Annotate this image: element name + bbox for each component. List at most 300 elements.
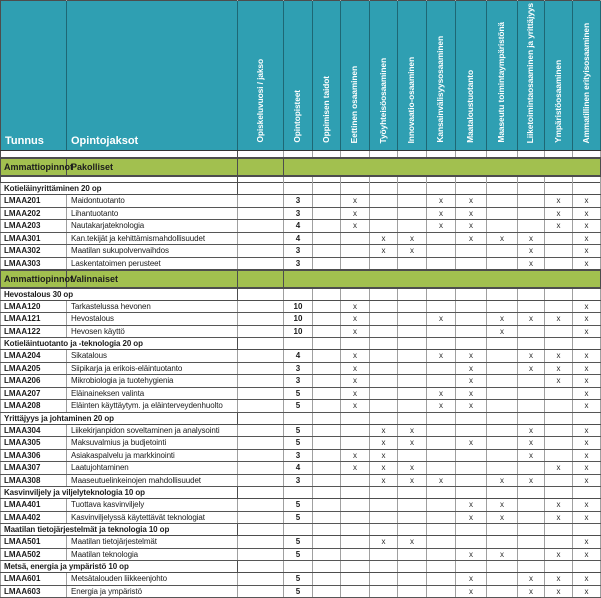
empty-mark-cell — [370, 487, 398, 499]
empty-mark-cell — [427, 183, 456, 195]
competence-mark-cell — [545, 400, 573, 413]
competence-mark-cell — [370, 300, 398, 313]
competence-mark-cell: x — [456, 437, 487, 450]
competence-mark-cell — [313, 195, 341, 208]
empty-mark-cell — [487, 412, 518, 424]
competence-mark-cell: x — [370, 474, 398, 487]
competence-mark-cell: x — [573, 424, 601, 437]
group-label-cell: Pakolliset — [67, 158, 238, 176]
competence-mark-cell: x — [456, 375, 487, 388]
competence-mark-cell: x — [427, 207, 456, 220]
competence-mark-cell — [545, 325, 573, 338]
empty-mark-cell — [545, 524, 573, 536]
section-row — [1, 524, 601, 536]
competence-mark-cell — [487, 300, 518, 313]
competence-mark-cell — [370, 325, 398, 338]
competence-mark-cell: x — [487, 474, 518, 487]
competence-mark-cell: x — [456, 220, 487, 233]
course-code-cell: LMAA302 — [1, 245, 67, 258]
empty-mark-cell — [370, 288, 398, 300]
competence-mark-cell: x — [545, 573, 573, 586]
empty-mark-cell — [427, 412, 456, 424]
empty-year-cell — [238, 524, 284, 536]
empty-mark-cell — [573, 338, 601, 350]
competence-mark-cell — [370, 511, 398, 524]
rotated-label: Työyhteisöosaaminen — [377, 57, 388, 143]
empty-mark-cell — [456, 151, 487, 158]
competence-mark-cell — [487, 536, 518, 549]
empty-mark-cell — [573, 288, 601, 300]
course-year-cell — [238, 387, 284, 400]
competence-mark-cell: x — [573, 362, 601, 375]
course-name-cell: Sikatalous — [67, 350, 238, 363]
competence-mark-cell — [398, 387, 427, 400]
group-span-cell — [284, 158, 601, 176]
competence-mark-cell — [370, 400, 398, 413]
rotated-label: Kansainvälisyysosaaminen — [435, 36, 446, 143]
course-credits-cell: 4 — [284, 462, 313, 475]
competence-mark-cell — [427, 585, 456, 598]
competence-mark-cell — [398, 195, 427, 208]
empty-mark-cell — [518, 412, 545, 424]
course-row — [1, 424, 601, 437]
competence-mark-cell: x — [341, 350, 370, 363]
competence-mark-cell — [487, 585, 518, 598]
course-code-cell: LMAA201 — [1, 195, 67, 208]
competence-mark-cell: x — [518, 437, 545, 450]
empty-mark-cell — [545, 288, 573, 300]
competence-mark-cell: x — [427, 400, 456, 413]
competence-mark-cell — [313, 474, 341, 487]
competence-mark-cell: x — [573, 257, 601, 270]
empty-mark-cell — [427, 151, 456, 158]
course-name-cell: Maksuvalmius ja budjetointi — [67, 437, 238, 450]
competence-mark-cell — [487, 207, 518, 220]
column-header-tyoyhteisoosaaminen — [370, 1, 398, 151]
empty-mark-cell — [487, 151, 518, 158]
competence-mark-cell — [398, 257, 427, 270]
course-credits-cell: 4 — [284, 220, 313, 233]
course-year-cell — [238, 573, 284, 586]
course-row — [1, 362, 601, 375]
competence-mark-cell: x — [370, 232, 398, 245]
rotated-label: Oppimisen taidot — [320, 76, 331, 143]
competence-mark-cell — [456, 462, 487, 475]
course-code-cell: LMAA121 — [1, 313, 67, 326]
empty-mark-cell — [398, 524, 427, 536]
competence-mark-cell: x — [456, 350, 487, 363]
competence-mark-cell: x — [545, 585, 573, 598]
course-year-cell — [238, 548, 284, 561]
course-code-cell: LMAA203 — [1, 220, 67, 233]
empty-year-cell — [238, 561, 284, 573]
competence-mark-cell — [370, 548, 398, 561]
course-code-cell: LMAA120 — [1, 300, 67, 313]
competence-mark-cell — [398, 325, 427, 338]
course-row — [1, 511, 601, 524]
competence-mark-cell: x — [573, 573, 601, 586]
course-code-cell: LMAA205 — [1, 362, 67, 375]
competence-mark-cell — [398, 573, 427, 586]
group-year-cell — [238, 270, 284, 288]
course-name-cell: Laskentatoimen perusteet — [67, 257, 238, 270]
course-credits-cell: 5 — [284, 573, 313, 586]
course-code-cell: LMAA208 — [1, 400, 67, 413]
course-row — [1, 400, 601, 413]
competence-mark-cell: x — [487, 548, 518, 561]
competence-mark-cell: x — [573, 195, 601, 208]
competence-mark-cell — [313, 437, 341, 450]
spacer-row — [1, 151, 601, 158]
competence-mark-cell — [487, 362, 518, 375]
competence-mark-cell — [313, 232, 341, 245]
course-code-cell: LMAA207 — [1, 387, 67, 400]
competence-mark-cell: x — [456, 573, 487, 586]
empty-credits-cell — [284, 561, 313, 573]
course-credits-cell: 3 — [284, 245, 313, 258]
course-row — [1, 245, 601, 258]
group-category-cell: Ammattiopinnot — [1, 158, 67, 176]
group-row — [1, 270, 601, 288]
competence-mark-cell — [370, 387, 398, 400]
empty-year-cell — [238, 487, 284, 499]
course-credits-cell: 5 — [284, 548, 313, 561]
competence-mark-cell — [545, 232, 573, 245]
competence-mark-cell: x — [518, 424, 545, 437]
empty-mark-cell — [370, 151, 398, 158]
empty-mark-cell — [398, 183, 427, 195]
competence-mark-cell: x — [487, 313, 518, 326]
competence-mark-cell: x — [370, 424, 398, 437]
competence-mark-cell — [545, 437, 573, 450]
competence-mark-cell — [398, 350, 427, 363]
competence-mark-cell — [456, 325, 487, 338]
empty-mark-cell — [341, 151, 370, 158]
competence-mark-cell: x — [573, 400, 601, 413]
course-row — [1, 195, 601, 208]
empty-year-cell — [238, 151, 284, 158]
competence-mark-cell: x — [573, 245, 601, 258]
course-credits-cell: 5 — [284, 424, 313, 437]
empty-credits-cell — [284, 176, 313, 183]
competence-mark-cell — [487, 195, 518, 208]
competence-mark-cell: x — [518, 362, 545, 375]
course-year-cell — [238, 400, 284, 413]
empty-mark-cell — [487, 561, 518, 573]
competence-mark-cell — [313, 300, 341, 313]
empty-mark-cell — [427, 288, 456, 300]
competence-mark-cell — [545, 536, 573, 549]
competence-mark-cell: x — [545, 375, 573, 388]
competence-mark-cell — [518, 375, 545, 388]
competence-mark-cell: x — [487, 325, 518, 338]
competence-mark-cell — [518, 548, 545, 561]
competence-mark-cell — [545, 245, 573, 258]
competence-mark-cell — [313, 449, 341, 462]
rotated-label: Ympäristöosaaminen — [552, 60, 563, 143]
competence-mark-cell — [487, 257, 518, 270]
rotated-label: Ammatillinen erityisosaaminen — [580, 22, 591, 143]
course-credits-cell: 5 — [284, 387, 313, 400]
empty-mark-cell — [341, 524, 370, 536]
empty-mark-cell — [398, 176, 427, 183]
course-row — [1, 232, 601, 245]
course-row — [1, 499, 601, 512]
column-header-opintojaksot: Opintojaksot — [67, 1, 238, 151]
competence-mark-cell — [398, 207, 427, 220]
competence-mark-cell — [370, 313, 398, 326]
competence-mark-cell: x — [341, 313, 370, 326]
course-name-cell: Siipikarja ja erikois-eläintuotanto — [67, 362, 238, 375]
empty-mark-cell — [398, 561, 427, 573]
competence-mark-cell — [370, 499, 398, 512]
competence-mark-cell: x — [545, 207, 573, 220]
course-credits-cell: 10 — [284, 325, 313, 338]
course-year-cell — [238, 257, 284, 270]
section-row — [1, 561, 601, 573]
competence-mark-cell: x — [398, 424, 427, 437]
empty-mark-cell — [487, 524, 518, 536]
competence-mark-cell — [370, 573, 398, 586]
rotated-label: Maaseutu toimintaympäristönä — [496, 22, 507, 143]
empty-mark-cell — [341, 288, 370, 300]
competence-mark-cell: x — [573, 207, 601, 220]
course-credits-cell: 3 — [284, 375, 313, 388]
competence-mark-cell — [456, 313, 487, 326]
course-credits-cell: 3 — [284, 207, 313, 220]
competence-mark-cell — [370, 362, 398, 375]
competence-mark-cell — [341, 499, 370, 512]
rotated-label: Opiskeluvuosi / jakso — [254, 59, 265, 143]
competence-mark-cell: x — [545, 195, 573, 208]
course-name-cell: Nautakarjateknologia — [67, 220, 238, 233]
competence-mark-cell — [313, 350, 341, 363]
competence-mark-cell: x — [518, 313, 545, 326]
column-header-maaseutu-toimintaymparistona — [487, 1, 518, 151]
competence-mark-cell — [518, 325, 545, 338]
column-header-innovaatio-osaaminen — [398, 1, 427, 151]
competence-mark-cell: x — [573, 300, 601, 313]
competence-mark-cell: x — [370, 245, 398, 258]
competence-mark-cell — [370, 350, 398, 363]
section-title-cell: Yrittäjyys ja johtaminen 20 op — [1, 412, 238, 424]
course-credits-cell: 5 — [284, 511, 313, 524]
course-name-cell: Maaseutuelinkeinojen mahdollisuudet — [67, 474, 238, 487]
section-title-cell: Kotieläinyrittäminen 20 op — [1, 183, 238, 195]
course-row — [1, 350, 601, 363]
course-row — [1, 548, 601, 561]
empty-mark-cell — [370, 176, 398, 183]
empty-mark-cell — [370, 412, 398, 424]
course-name-cell: Liikekirjanpidon soveltaminen ja analysointi — [67, 424, 238, 437]
competence-mark-cell: x — [573, 232, 601, 245]
competence-mark-cell — [341, 585, 370, 598]
competence-mark-cell: x — [456, 195, 487, 208]
course-name-cell: Hevosen käyttö — [67, 325, 238, 338]
course-year-cell — [238, 313, 284, 326]
empty-mark-cell — [398, 338, 427, 350]
course-year-cell — [238, 195, 284, 208]
course-name-cell: Mikrobiologia ja tuotehygienia — [67, 375, 238, 388]
empty-mark-cell — [341, 338, 370, 350]
empty-credits-cell — [284, 338, 313, 350]
empty-mark-cell — [573, 183, 601, 195]
competence-mark-cell: x — [573, 437, 601, 450]
competence-mark-cell — [545, 300, 573, 313]
empty-mark-cell — [313, 176, 341, 183]
competence-mark-cell — [341, 511, 370, 524]
course-row — [1, 313, 601, 326]
competence-mark-cell — [341, 424, 370, 437]
header-row — [1, 1, 601, 151]
course-name-cell: Tuottava kasvinviljely — [67, 499, 238, 512]
competence-mark-cell — [313, 257, 341, 270]
empty-mark-cell — [427, 176, 456, 183]
empty-mark-cell — [545, 176, 573, 183]
spacer-row — [1, 176, 601, 183]
competence-mark-cell: x — [456, 499, 487, 512]
empty-credits-cell — [284, 288, 313, 300]
competence-mark-cell — [341, 536, 370, 549]
empty-mark-cell — [545, 412, 573, 424]
competence-mark-cell — [456, 536, 487, 549]
empty-mark-cell — [456, 176, 487, 183]
group-row — [1, 158, 601, 176]
column-header-opintopisteet — [284, 1, 313, 151]
competence-mark-cell — [427, 300, 456, 313]
course-year-cell — [238, 245, 284, 258]
column-header-opiskeluvuosi — [238, 1, 284, 151]
empty-mark-cell — [456, 183, 487, 195]
competence-mark-cell — [398, 585, 427, 598]
competence-mark-cell — [313, 499, 341, 512]
competence-mark-cell: x — [427, 350, 456, 363]
empty-mark-cell — [341, 176, 370, 183]
empty-mark-cell — [573, 561, 601, 573]
competence-mark-cell — [398, 449, 427, 462]
competence-mark-cell — [341, 257, 370, 270]
competence-mark-cell: x — [370, 437, 398, 450]
course-name-cell: Maatilan tietojärjestelmät — [67, 536, 238, 549]
empty-mark-cell — [518, 151, 545, 158]
course-year-cell — [238, 300, 284, 313]
course-credits-cell: 5 — [284, 585, 313, 598]
competence-mark-cell — [487, 245, 518, 258]
competence-mark-cell — [370, 195, 398, 208]
competence-mark-cell: x — [456, 232, 487, 245]
empty-mark-cell — [573, 412, 601, 424]
course-credits-cell: 10 — [284, 313, 313, 326]
empty-mark-cell — [487, 288, 518, 300]
empty-mark-cell — [545, 338, 573, 350]
course-code-cell: LMAA122 — [1, 325, 67, 338]
empty-mark-cell — [370, 183, 398, 195]
section-row — [1, 183, 601, 195]
empty-credits-cell — [284, 487, 313, 499]
empty-mark-cell — [545, 151, 573, 158]
column-header-kansainvalisyysosaaminen — [427, 1, 456, 151]
competence-mark-cell: x — [487, 232, 518, 245]
competence-mark-cell — [545, 387, 573, 400]
competence-mark-cell — [427, 573, 456, 586]
competence-mark-cell — [313, 462, 341, 475]
competence-mark-cell — [398, 499, 427, 512]
competence-mark-cell: x — [573, 474, 601, 487]
competence-mark-cell — [313, 400, 341, 413]
course-row — [1, 462, 601, 475]
competence-mark-cell: x — [341, 400, 370, 413]
course-name-cell: Eläinten käyttäytym. ja eläinterveydenhuolto — [67, 400, 238, 413]
competence-mark-cell: x — [341, 449, 370, 462]
course-year-cell — [238, 232, 284, 245]
competence-mark-cell: x — [545, 499, 573, 512]
empty-mark-cell — [487, 176, 518, 183]
competence-mark-cell: x — [518, 573, 545, 586]
course-code-cell: LMAA402 — [1, 511, 67, 524]
competence-mark-cell — [341, 232, 370, 245]
empty-mark-cell — [518, 176, 545, 183]
competence-mark-cell: x — [456, 548, 487, 561]
competence-mark-cell — [313, 207, 341, 220]
course-row — [1, 207, 601, 220]
section-title-cell: Kasvinviljely ja viljelyteknologia 10 op — [1, 487, 238, 499]
competence-mark-cell: x — [518, 449, 545, 462]
empty-mark-cell — [518, 524, 545, 536]
competence-mark-cell: x — [341, 207, 370, 220]
competence-mark-cell — [398, 548, 427, 561]
competence-mark-cell — [313, 245, 341, 258]
empty-mark-cell — [398, 288, 427, 300]
rotated-label: Innovaatio-osaaminen — [406, 56, 417, 143]
course-year-cell — [238, 220, 284, 233]
competence-mark-cell: x — [545, 350, 573, 363]
empty-credits-cell — [284, 151, 313, 158]
empty-mark-cell — [313, 487, 341, 499]
column-header-maataloustuotanto — [456, 1, 487, 151]
course-row — [1, 585, 601, 598]
section-row — [1, 338, 601, 350]
empty-mark-cell — [487, 183, 518, 195]
empty-mark-cell — [313, 288, 341, 300]
course-name-cell: Asiakaspalvelu ja markkinointi — [67, 449, 238, 462]
competence-mark-cell — [341, 437, 370, 450]
competence-mark-cell — [313, 424, 341, 437]
empty-mark-cell — [313, 338, 341, 350]
course-code-cell: LMAA301 — [1, 232, 67, 245]
competence-mark-cell: x — [545, 462, 573, 475]
table-body — [1, 151, 601, 598]
competence-mark-cell: x — [427, 474, 456, 487]
competence-mark-cell — [398, 362, 427, 375]
course-row — [1, 325, 601, 338]
empty-mark-cell — [341, 183, 370, 195]
course-credits-cell: 3 — [284, 474, 313, 487]
empty-mark-cell — [573, 151, 601, 158]
course-credits-cell: 3 — [284, 195, 313, 208]
section-row — [1, 487, 601, 499]
competence-mark-cell — [456, 245, 487, 258]
competence-mark-cell: x — [456, 511, 487, 524]
course-row — [1, 437, 601, 450]
course-code-cell: LMAA307 — [1, 462, 67, 475]
competence-mark-cell: x — [398, 437, 427, 450]
competence-mark-cell — [427, 325, 456, 338]
course-year-cell — [238, 511, 284, 524]
course-row — [1, 573, 601, 586]
course-code-cell: LMAA305 — [1, 437, 67, 450]
course-name-cell: Laatujohtaminen — [67, 462, 238, 475]
competence-mark-cell — [545, 424, 573, 437]
